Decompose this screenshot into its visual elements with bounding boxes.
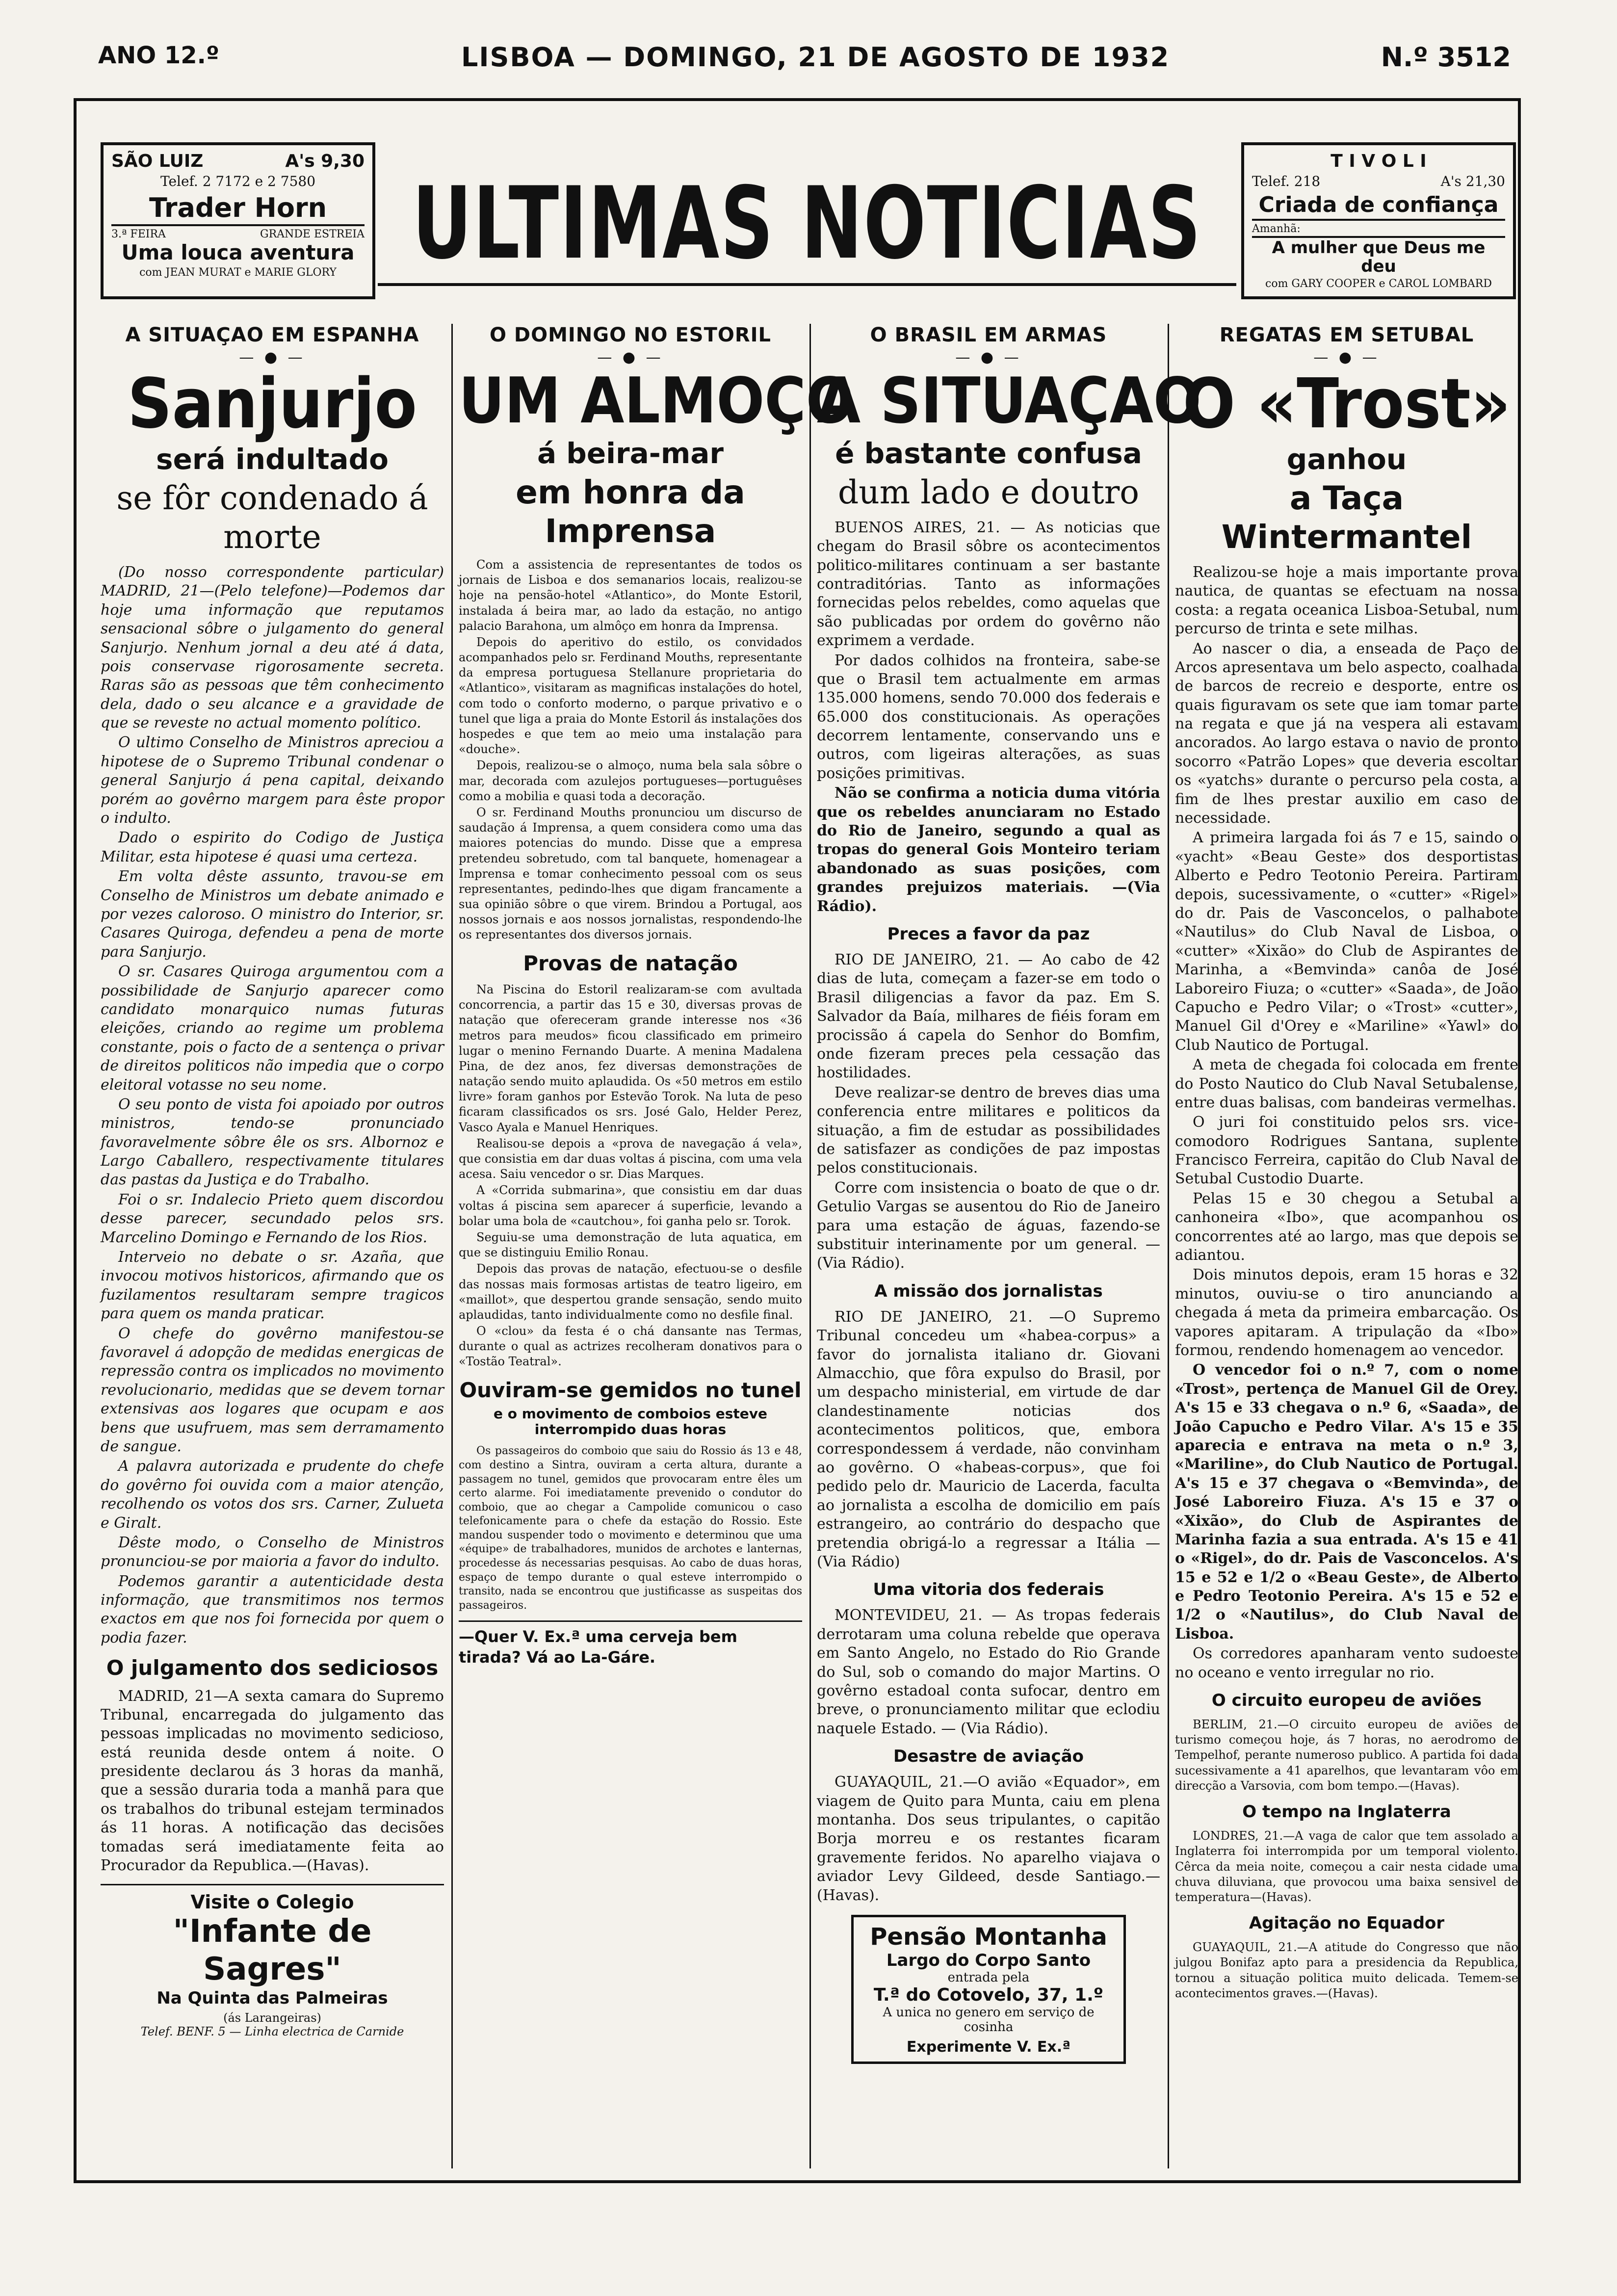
section-heading: Desastre de aviação xyxy=(893,1747,1084,1767)
paragraph: O ultimo Conselho de Ministros apreciou a hipotese de o Supremo Tribunal condenar o general Sanjurjo á pena capital, deixando porém ao govêrno margem para êste propor o indulto. xyxy=(101,734,444,827)
theatre-name: SÃO LUIZ xyxy=(111,151,204,171)
ad-line: Telef. BENF. 5 — Linha electrica de Carnide xyxy=(140,2025,404,2039)
article-body xyxy=(101,1687,444,1876)
article-body xyxy=(817,1308,1160,1571)
section-heading: Agitação no Equador xyxy=(1249,1913,1445,1933)
paragraph: Em volta dêste assunto, travou-se em Conselho de Ministros um debate animado e por vezes caloroso. O ministro do Interior, sr. Casares Quiroga, defendeu a pena de morte para Sanjurjo. xyxy=(101,868,444,961)
beer-ad: —Quer V. Ex.ª uma cerveja bem tirada? Vá ao La-Gáre. xyxy=(459,1620,802,1668)
subheadline: á beira-mar xyxy=(537,437,724,470)
paragraph: Ao nascer o dia, a enseada de Paço de Arcos apresentava um belo aspecto, coalhada de barcos de recreio e desporte, entre os quais figuravam os sete que iam tomar parte na regata e que já na vespera ali estavam ancorados. Ao largo estava o navio de pronto socorro «Patrão Lopes» que deveria escoltar os «yatchs» durante o percurso pela costa, a fim de lhes prestar auxilio em caso de necessidade. xyxy=(1175,640,1518,827)
ornament: — ● — xyxy=(955,349,1022,366)
paragraph: Pelas 15 e 30 chegou a Setubal a canhoneira «Ibo», que acompanhou os concorrentes até ao largo, mas que depois se adiantou. xyxy=(1175,1190,1518,1264)
paragraph: O «clou» da festa é o chá dansante nas Termas, durante o qual as actrizes recolheram donativos para o «Tostão Teatral». xyxy=(459,1324,802,1369)
column-spain xyxy=(101,324,444,2168)
section-heading: Ouviram-se gemidos no tunel xyxy=(459,1378,802,1402)
headline: Sanjurjo xyxy=(127,364,417,444)
column-estoril xyxy=(459,324,854,2168)
section-heading: O julgamento dos sediciosos xyxy=(106,1656,439,1680)
paragraph: RIO DE JANEIRO, 21. — Ao cabo de 42 dias de luta, começam a fazer-se em todo o Brasil diligencias a favor da paz. Em S. Salvador da Baía, milhares de fiéis foram em procissão á capela do Senhor do Bomfim, onde fizeram preces pela cessação das hostilidades. xyxy=(817,951,1160,1082)
paragraph: GUAYAQUIL, 21.—A atitude do Congresso que não julgou Bonifaz apto para a presidencia da Republica, tornou a situação politica muito delicada. Temem-se acontecimentos graves.—(Havas). xyxy=(1175,1940,1518,2000)
subheadline: será indultado xyxy=(156,443,389,476)
paragraph: A meta de chegada foi colocada em frente do Posto Nautico do Club Naval Setubalense, entre duas balisas, com bandeiras vermelhas. xyxy=(1175,1056,1518,1111)
paragraph: A primeira largada foi ás 7 e 15, saindo o «yacht» «Beau Geste» dos desportistas Alberto e Pedro Teotonio Pereira. Partiram depois, sucessivamente, o «cutter» «Rigel» do dr. Pais de Vasconcelos, o palhabote «Nautilus» do Club Naval de Lisboa, o «cutter» «Xixão» do Club de Aspirantes de Marinha, a «Bemvinda» canôa de José Laboreiro Fiuza; o «cutter» «Saada», de João Capucho e Pedro Vilar; o «Trost» «cutter», Manuel Gil d'Orey e «Mariline» «Yawl» do Club Nautico de Portugal. xyxy=(1175,829,1518,1054)
show-time: A's 9,30 xyxy=(285,151,365,171)
article-body xyxy=(1175,563,1518,1682)
theatre-name: T I V O L I xyxy=(1330,151,1427,171)
ad-pensao-montanha xyxy=(851,1915,1126,2064)
ad-line: Experimente V. Ex.ª xyxy=(906,2038,1071,2056)
film-title-2: Uma louca aventura xyxy=(121,240,355,265)
section-heading: Provas de natação xyxy=(523,951,738,975)
ad-line: entrada pela xyxy=(947,1970,1030,1985)
paragraph: Dêste modo, o Conselho de Ministros pronunciou-se por maioria a favor do indulto. xyxy=(101,1534,444,1570)
paragraph: Depois das provas de natação, efectuou-se o desfile das nossas mais formosas artistas de teatro ligeiro, em «maillot», que despertou grande sensação, sendo muito aplaudidas, tanto individualmente como no desfile final. xyxy=(459,1262,802,1322)
article-body xyxy=(1175,1940,1518,2001)
paragraph: MADRID, 21—A sexta camara do Supremo Tribunal, encarregada do julgamento das pessoas implicadas no movimento sedicioso, está reunida desde ontem á noite. O presidente declarou ás 3 horas da manhã, que a sessão duraria toda a manhã para que os trabalhos do tribunal estejam terminados ás 11 horas. A notificação das decisões tomadas será imediatamente feita ao Procurador da Republica.—(Havas). xyxy=(101,1687,444,1875)
subheadline: ganhou xyxy=(1286,443,1407,476)
column-brazil xyxy=(817,324,1201,2168)
paragraph: O chefe do govêrno manifestou-se favoravel á adopção de medidas energicas de repressão contra os implicados no movimento revolucionario, medidas que se devem tornar extensivas aos logares que ocupam e aos bens que usufruem, mas sem derramamento de sangue. xyxy=(101,1325,444,1455)
column-regatta xyxy=(1175,324,1518,2168)
kicker: A SITUAÇAO EM ESPANHA xyxy=(125,324,419,346)
article-body xyxy=(817,519,1160,916)
column-rule xyxy=(1168,324,1169,2168)
tomorrow-label: Amanhã: xyxy=(1252,223,1301,235)
paragraph: Seguiu-se uma demonstração de luta aquatica, em que se distinguiu Emilio Ronau. xyxy=(459,1230,802,1260)
article-body xyxy=(459,982,802,1370)
paragraph: GUAYAQUIL, 21.—O avião «Equador», em viagem de Quito para Munta, caiu em plena montanha. Dos seus tripulantes, o capitão Borja morreu e os restantes ficaram gravemente feridos. No aparelho viajava o aviador Levy Gildeed, desde Santiago.— (Havas). xyxy=(817,1774,1160,1904)
phone: Telef. 2 7172 e 2 7580 xyxy=(160,173,316,189)
headline: UM ALMOÇO xyxy=(459,365,854,438)
paragraph: Foi o sr. Indalecio Prieto quem discordou desse parecer, secundado pelos srs. Marcelino Domingo e Fernando de los Rios. xyxy=(101,1191,444,1246)
article-body xyxy=(817,1773,1160,1905)
ornament: — ● — xyxy=(239,349,306,366)
paragraph: LONDRES, 21.—A vaga de calor que tem assolado a Inglaterra foi interrompida por um temporal violento. Cêrca da meia noite, começou a cair nesta cidade uma chuva diluviana, que provocou uma baixa sensivel de temperatura—(Havas). xyxy=(1175,1829,1518,1904)
masthead-rule xyxy=(378,283,1236,286)
article-body xyxy=(1175,1717,1518,1794)
ad-title: Pensão Montanha xyxy=(870,1923,1107,1951)
premiere-label: GRANDE ESTREIA xyxy=(260,228,365,241)
subheadline-2: se fôr condenado á morte xyxy=(116,479,428,556)
paragraph: BUENOS AIRES, 21. — As noticias que chegam do Brasil sôbre os acontecimentos politico-militares continuam a ser bastante contraditórias. Tanto as informações fornecidas pelos rebeldes, como aquelas que são publicadas por ordem do govêrno não exprimem a verdade. xyxy=(817,519,1160,650)
paragraph: A palavra autorizada e prudente do chefe do govêrno foi ouvida com a maior atenção, recolhendo os votos dos srs. Carner, Zulueta e Giralt. xyxy=(101,1458,444,1532)
film-title: Trader Horn xyxy=(111,193,365,226)
day-label: 3.ª FEIRA xyxy=(111,228,166,241)
paragraph: Deve realizar-se dentro de breves dias uma conferencia entre militares e politicos da situação, a fim de estudar as possibilidades de satisfazer as condições de paz impostas pelos constitucionais. xyxy=(817,1084,1160,1177)
section-heading: Preces a favor da paz xyxy=(887,924,1090,944)
paragraph: (Do nosso correspondente particular) MADRID, 21—(Pelo telefone)—Podemos dar hoje uma informação que reputamos sensacional sôbre o julgamento do general Sanjurjo. Nenhum jornal a deu até á data, pois conservase rigorosamente secreta. Raras são as pessoas que têm conhecimento dela, dado o seu alcance e a gravidade de que se reveste no actual momento político. xyxy=(101,563,444,732)
ad-line: Na Quinta das Palmeiras xyxy=(156,1988,388,2009)
ear-ad-tivoli xyxy=(1241,142,1516,299)
section-heading: Uma vitoria dos federais xyxy=(873,1580,1104,1600)
paragraph: MONTEVIDEU, 21. — As tropas federais derrotaram uma coluna rebelde que operava em Santo Angelo, no Estado do Rio Grande do Sul, sob o comando do major Martins. O govêrno estadoal conta sufocar, dentro em breve, o pronunciamento militar que eclodiu naquele Estado. — (Via Rádio). xyxy=(817,1607,1160,1737)
phone: Telef. 218 xyxy=(1252,173,1321,189)
masthead-title: ULTIMAS NOTICIAS xyxy=(412,166,1202,282)
paragraph: Na Piscina do Estoril realizaram-se com avultada concorrencia, a partir das 15 e 30, diversas provas de natação que ofereceram grande interesse nos «36 metros para meudos» ficou classificado em primeiro lugar o menino Fernando Duarte. A menina Madalena Pina, de dez anos, fez diversas demonstrações de natação sendo muito aplaudida. Os «50 metros em estilo livre» foram ganhos por Estevão Torok. Na luta de peso ficaram classificados os srs. José Galo, Helder Perez, Vasco Ayala e Manuel Henriques. xyxy=(459,982,802,1134)
show-time: A's 21,30 xyxy=(1440,173,1505,189)
kicker: O BRASIL EM ARMAS xyxy=(870,324,1107,346)
year-label: ANO 12.º xyxy=(98,42,219,69)
column-rule xyxy=(451,324,453,2168)
subheadline-2: dum lado e doutro xyxy=(837,473,1140,511)
ad-line: A unica no genero em serviço de cosinha xyxy=(883,2005,1095,2035)
cast-line: com JEAN MURAT e MARIE GLORY xyxy=(139,266,337,279)
article-body xyxy=(101,563,444,1647)
masthead xyxy=(378,145,1236,292)
paragraph: O sr. Casares Quiroga argumentou com a possibilidade de Sanjurjo aparecer como candidato monarquico numas futuras eleições, criando ao regime um problema constante, pois o facto de a sentença o privar de direitos politicos não impedia que o corpo eleitoral votasse no seu nome. xyxy=(101,963,444,1094)
paragraph: Realisou-se depois a «prova de navegação á vela», que consistia em dar duas voltas á piscina, com uma vela acesa. Saiu vencedor o sr. Dias Marques. xyxy=(459,1136,802,1181)
subheadline: é bastante confusa xyxy=(835,437,1142,470)
paragraph: O juri foi constituido pelos srs. vice-comodoro Rodrigues Santana, suplente Francisco Ferreira, capitão do Club Naval de Setubal Custodio Duarte. xyxy=(1175,1114,1518,1188)
cast-line: com GARY COOPER e CAROL LOMBARD xyxy=(1265,278,1492,290)
dateline: LISBOA — DOMINGO, 21 DE AGOSTO DE 1932 xyxy=(461,42,1170,73)
paragraph: RIO DE JANEIRO, 21. —O Supremo Tribunal concedeu um «habea-corpus» a favor do jornalista italiano dr. Giovani Almacchio, que fôra expulso do Brasil, por um despacho ministerial, em virtude de dar clandestinamente noticias dos acontecimentos politicos, que, embora correspondessem á verdade, não convinham ao govêrno. O «habeas-corpus», que foi pedido pelo dr. Mauricio de Lacerda, faculta ao jornalista a escolha de domicilio em país estrangeiro, ao contrário do despacho que pretendia obrigá-lo a regressar a Itália — (Via Rádio) xyxy=(817,1308,1160,1570)
paragraph: Com a assistencia de representantes de todos os jornais de Lisboa e dos semanarios locais, realizou-se hoje na pensão-hotel «Atlantico», do Monte Estoril, instalada á beira mar, ao lado da estação, no antigo palacio Barahona, um almôço em honra da Imprensa. xyxy=(459,557,802,633)
ornament: — ● — xyxy=(1313,349,1380,366)
section-heading: O tempo na Inglaterra xyxy=(1242,1802,1451,1822)
paragraph: Depois do aperitivo do estilo, os convidados acompanhados pelo sr. Ferdinand Mouths, representante da empresa portuguesa Stellanure proprietaria do «Atlantico», visitaram as magnificas instalações do hotel, com todo o conforto moderno, o parque privativo e o tunel que liga a praia do Monte Estoril ás instalações dos hospedes e que tem ao meio uma instalação para «douche». xyxy=(459,635,802,757)
headline: O «Trost» xyxy=(1182,364,1511,444)
ear-ad-sao-luiz xyxy=(101,142,375,299)
paragraph: Não se confirma a noticia duma vitória que os rebeldes anunciaram no Estado do Rio de Janeiro, segundo a qual as tropas do general Gois Monteiro teriam abandonado as suas posições, com grandes prejuizos materiais. —(Via Rádio). xyxy=(817,784,1160,915)
article-body xyxy=(1175,1828,1518,1905)
paragraph: Dado o espirito do Codigo de Justiça Militar, esta hipotese é quasi uma certeza. xyxy=(101,829,444,865)
ad-line: Largo do Corpo Santo xyxy=(886,1950,1091,1970)
paragraph: O seu ponto de vista foi apoiado por outros ministros, tendo-se pronunciado favoravelmente sôbre êle os srs. Albornoz e Largo Caballero, respectivamente titulares das pastas da Justiça e do Trabalho. xyxy=(101,1096,444,1189)
column-rule xyxy=(809,324,811,2168)
paragraph: Os passageiros do comboio que saiu do Rossio ás 13 e 48, com destino a Sintra, ouviram a certa altura, durante a passagem no tunel, gemidos que provocaram entre êles um certo alarme. Foi imediatamente prevenido o condutor do comboio, que ao chegar a Campolide comunicou o caso telefonicamente para o chefe da estação do Rossio. Este mandou suspender todo o movimento e determinou que uma «équipe» de trabalhadores, munidos de archotes e lanternas, procedesse ás necessarias pesquisas. Ao cabo de duas horas, espaço de tempo durante o qual esteve interrompido o transito, nada se encontrou que justificasse as suspeitas dos passageiros. xyxy=(459,1445,802,1612)
paragraph: Corre com insistencia o boato de que o dr. Getulio Vargas se ausentou do Rio de Janeiro para uma estação de águas, fazendo-se substituir interinamente por um general. — (Via Rádio). xyxy=(817,1179,1160,1272)
kicker: O DOMINGO NO ESTORIL xyxy=(489,324,772,346)
subheadline-2: em honra da Imprensa xyxy=(516,473,745,550)
article-body xyxy=(459,1444,802,1613)
section-subheading: e o movimento de comboios esteve interrompido duas horas xyxy=(493,1405,768,1438)
article-body xyxy=(817,951,1160,1273)
section-heading: O circuito europeu de aviões xyxy=(1211,1691,1482,1711)
paragraph: Dois minutos depois, eram 15 horas e 32 minutos, ouviu-se o tiro anunciando a chegada á meta da primeira embarcação. Os vapores apitaram. A tripulação da «Ibo» formou, rendendo homenagem ao vencedor. xyxy=(1175,1266,1518,1359)
top-dateline-bar xyxy=(74,42,1521,81)
kicker: REGATAS EM SETUBAL xyxy=(1219,324,1474,346)
paragraph: Realizou-se hoje a mais importante prova nautica, de quantas se efectuam na nossa costa: a regata oceanica Lisboa-Setubal, num percurso de trinta e sete milhas. xyxy=(1175,563,1518,638)
film-title-2: A mulher que Deus me deu xyxy=(1252,236,1505,276)
paragraph: Podemos garantir a autenticidade desta informação, que transmitimos nos termos exactos em que nos foi fornecida por quem o podia fazer. xyxy=(101,1572,444,1646)
paragraph: Interveio no debate o sr. Azaña, que invocou motivos historicos, afirmando que os fuzilamentos resultaram sempre tragicos para quem os manda praticar. xyxy=(101,1249,444,1323)
section-heading: A missão dos jornalistas xyxy=(874,1281,1103,1301)
film-title: Criada de confiança xyxy=(1252,193,1505,221)
issue-number: N.º 3512 xyxy=(1381,42,1511,73)
paragraph: Por dados colhidos na fronteira, sabe-se que o Brasil tem actualmente em armas 135.000 homens, sendo 70.000 dos federais e 65.000 dos constitucionais. As operações decorrem lentamente, conservando uns e outros, com ligeiras alterações, as suas posições primitivas. xyxy=(817,652,1160,782)
ad-line: (ás Larangeiras) xyxy=(223,2011,321,2025)
ad-title: "Infante de Sagres" xyxy=(173,1913,372,1988)
ad-line: T.ª do Cotovelo, 37, 1.º xyxy=(873,1984,1104,2005)
headline: A SITUAÇAO xyxy=(817,365,1201,438)
ornament: — ● — xyxy=(597,349,664,366)
subheadline-2: a Taça Wintermantel xyxy=(1221,479,1472,556)
paragraph: A «Corrida submarina», que consistiu em dar duas voltas á piscina sem aparecer á superficie, levando a bolar uma bola de «cautchou», foi ganha pelo sr. Torok. xyxy=(459,1183,802,1228)
ad-line: Visite o Colegio xyxy=(190,1891,354,1913)
article-body xyxy=(459,557,802,943)
paragraph: O sr. Ferdinand Mouths pronunciou um discurso de saudação á Imprensa, a quem considera como uma das maiores potencias do mundo. Disse que a empresa pretendeu sobretudo, com tal banquete, homenagear a Imprensa e tomar conhecimento pessoal com os seus representantes, pedindo-lhes que digam francamente a sua opinião sôbre o que virem. Brindou a Portugal, aos nossos jornais e aos nossos jornalistas, respondendo-lhe os representantes dos diversos jornais. xyxy=(459,805,802,942)
ad-colegio-infante-de-sagres xyxy=(101,1884,444,2038)
article-body xyxy=(817,1606,1160,1738)
paragraph: Depois, realizou-se o almoço, numa bela sala sôbre o mar, decorada com azulejos portugueses—portuguêses como a mobilia e quasi toda a decoração. xyxy=(459,758,802,803)
paragraph: Os corredores apanharam vento sudoeste no oceano e vento irregular no rio. xyxy=(1175,1645,1518,1681)
paragraph: O vencedor foi o n.º 7, com o nome «Trost», pertença de Manuel Gil de Orey. A's 15 e 33 chegava o n.º 6, «Saada», de João Capucho e Pedro Vilar. A's 15 e 35 aparecia e entrava na meta o n.º 3, «Mariline», do Club Nautico de Portugal. A's 15 e 37 chegava o «Bemvinda», de José Laboreiro Fiuza. A's 15 e 37 o «Xixão», do Club de Aspirantes de Marinha fazia a sua entrada. A's 15 e 41 o «Rigel», do dr. Pais de Vasconcelos. A's 15 e 52 e 1/2 o «Beau Geste», de Alberto e Pedro Teotonio Pereira. A's 15 e 52 e 1/2 o «Nautilus», do Club Naval de Lisboa. xyxy=(1175,1361,1518,1643)
paragraph: BERLIM, 21.—O circuito europeu de aviões de turismo começou hoje, ás 7 horas, no aerodromo de Tempelhof, perante numeroso publico. A partida foi dada sucessivamente a 41 aparelhos, que levantaram vôo em direcção a Varsovia, com bom tempo.—(Havas). xyxy=(1175,1718,1518,1793)
